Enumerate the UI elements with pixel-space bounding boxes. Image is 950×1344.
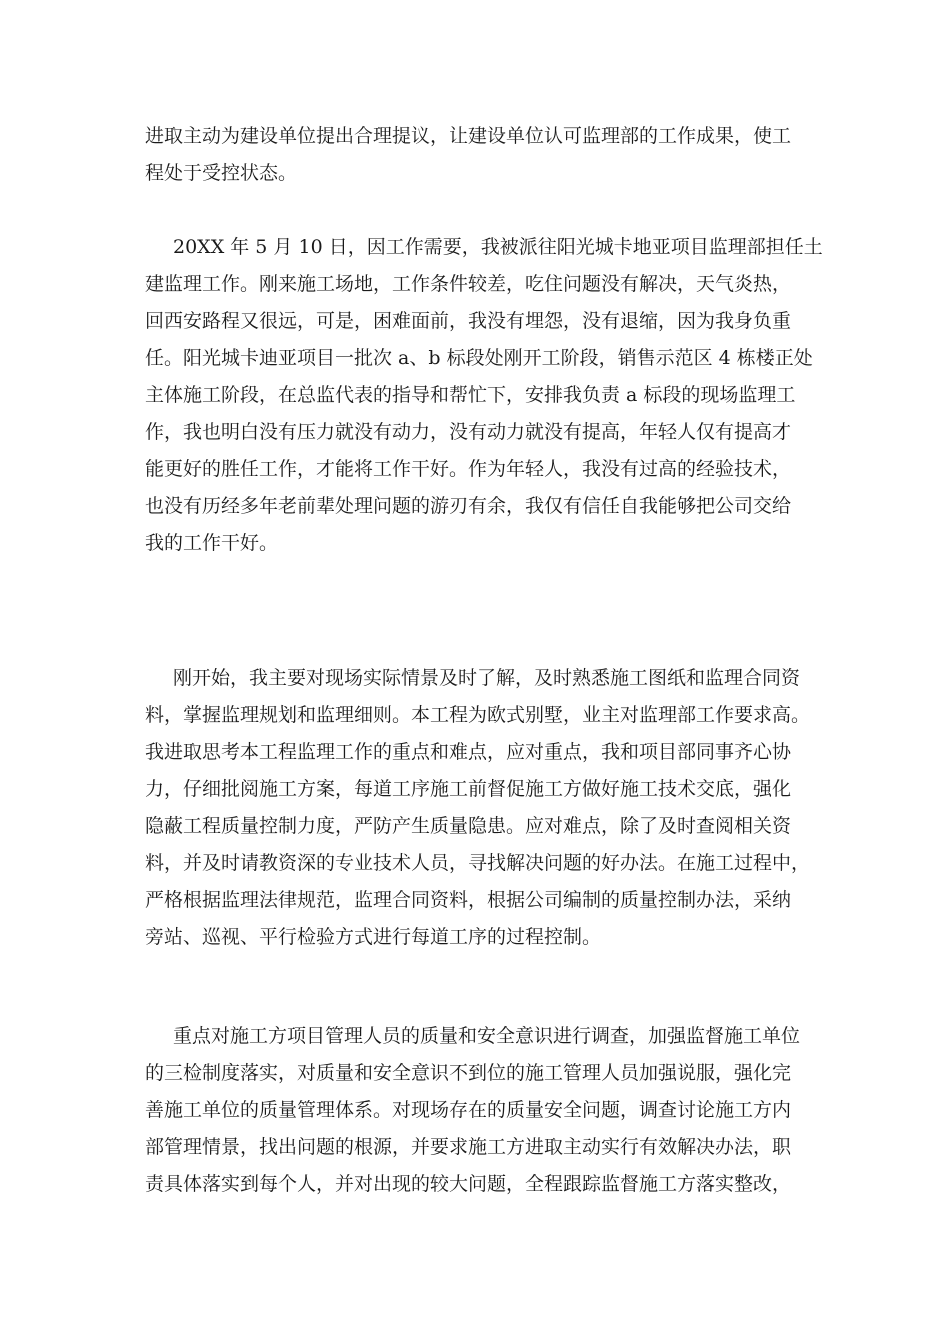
- paragraph-line: 作，我也明白没有压力就没有动力，没有动力就没有提高，年轻人仅有提高才: [145, 421, 792, 443]
- paragraph-line: 我的工作干好。: [145, 532, 279, 554]
- paragraph-line: 我进取思考本工程监理工作的重点和难点，应对重点，我和项目部同事齐心协: [145, 741, 792, 763]
- paragraph-4: [145, 1018, 825, 1203]
- paragraph-line: 责具体落实到每个人，并对出现的较大问题，全程跟踪监督施工方落实整改，: [145, 1173, 792, 1195]
- paragraph-line: 回西安路程又很远，可是，困难面前，我没有埋怨，没有退缩，因为我身负重: [145, 310, 792, 332]
- paragraph-3: [145, 660, 825, 956]
- paragraph-line: 进取主动为建设单位提出合理提议，让建设单位认可监理部的工作成果，使工: [145, 125, 792, 147]
- paragraph-line: 部管理情景，找出问题的根源，并要求施工方进取主动实行有效解决办法，职: [145, 1136, 792, 1158]
- paragraph-line: 20XX 年 5 月 10 日，因工作需要，我被派往阳光城卡地亚项目监理部担任土: [173, 236, 823, 258]
- paragraph-line: 任。阳光城卡迪亚项目一批次 a、b 标段处刚开工阶段，销售示范区 4 栋楼正处: [145, 347, 813, 369]
- paragraph-line: 料，并及时请教资深的专业技术人员，寻找解决问题的好办法。在施工过程中，: [145, 852, 811, 874]
- paragraph-line: 善施工单位的质量管理体系。对现场存在的质量安全问题，调查讨论施工方内: [145, 1099, 792, 1121]
- paragraph-2: [145, 229, 825, 562]
- paragraph-line: 隐蔽工程质量控制力度，严防产生质量隐患。应对难点，除了及时查阅相关资: [145, 815, 792, 837]
- paragraph-line: 程处于受控状态。: [145, 162, 298, 184]
- paragraph-line: 旁站、巡视、平行检验方式进行每道工序的过程控制。: [145, 926, 602, 948]
- paragraph-1: [145, 118, 825, 192]
- paragraph-line: 料，掌握监理规划和监理细则。本工程为欧式别墅，业主对监理部工作要求高。: [145, 704, 811, 726]
- paragraph-line: 主体施工阶段，在总监代表的指导和帮忙下，安排我负责 a 标段的现场监理工: [145, 384, 796, 406]
- paragraph-line: 刚开始，我主要对现场实际情景及时了解，及时熟悉施工图纸和监理合同资: [173, 667, 801, 689]
- paragraph-line: 严格根据监理法律规范，监理合同资料，根据公司编制的质量控制办法，采纳: [145, 889, 792, 911]
- paragraph-line: 能更好的胜任工作，才能将工作干好。作为年轻人，我没有过高的经验技术，: [145, 458, 792, 480]
- paragraph-line: 也没有历经多年老前辈处理问题的游刃有余，我仅有信任自我能够把公司交给: [145, 495, 792, 517]
- paragraph-line: 力，仔细批阅施工方案，每道工序施工前督促施工方做好施工技术交底，强化: [145, 778, 792, 800]
- paragraph-line: 的三检制度落实，对质量和安全意识不到位的施工管理人员加强说服，强化完: [145, 1062, 792, 1084]
- paragraph-line: 建监理工作。刚来施工场地，工作条件较差，吃住问题没有解决，天气炎热，: [145, 273, 792, 295]
- paragraph-line: 重点对施工方项目管理人员的质量和安全意识进行调查，加强监督施工单位: [173, 1025, 801, 1047]
